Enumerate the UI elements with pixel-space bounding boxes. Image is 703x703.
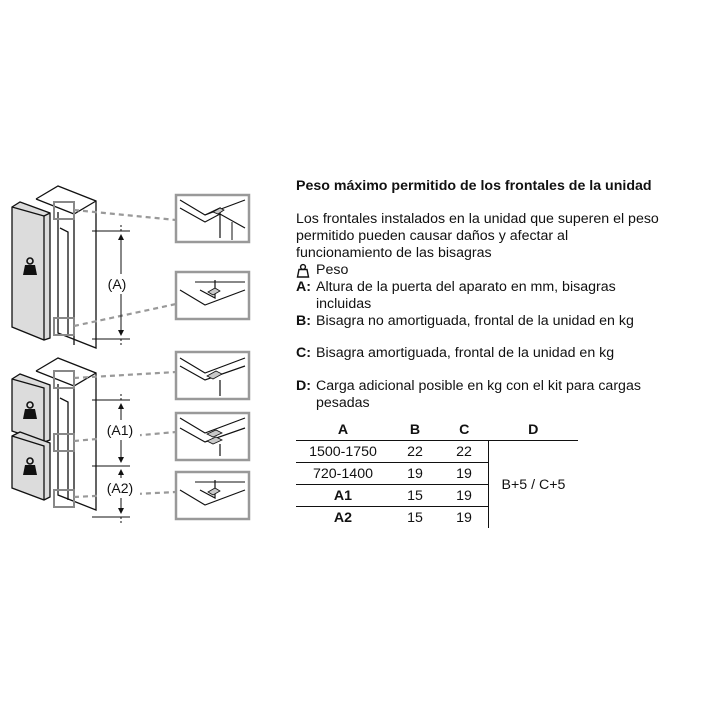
hinge-detail-middle bbox=[176, 413, 249, 460]
legend-key: C: bbox=[296, 345, 311, 361]
legend-key: D: bbox=[296, 378, 311, 394]
table-header: C bbox=[440, 419, 489, 441]
table-cell: 19 bbox=[440, 485, 489, 507]
weight-table bbox=[296, 419, 578, 528]
table-header: B bbox=[390, 419, 440, 441]
table-cell: 15 bbox=[407, 509, 423, 526]
table-header: A bbox=[296, 419, 390, 441]
legend-a bbox=[296, 279, 696, 313]
table-header: D bbox=[489, 419, 579, 441]
section-title: Peso máximo permitido de los frontales de la unidad bbox=[296, 178, 652, 194]
legend-key: A: bbox=[296, 279, 311, 295]
legend-text: incluidas bbox=[316, 296, 372, 312]
dimension-label-a: (A) bbox=[107, 276, 127, 292]
intro-line: funcionamiento de las bisagras bbox=[296, 245, 492, 261]
legend-weight bbox=[296, 262, 696, 279]
table-cell: 19 bbox=[456, 509, 472, 526]
intro-line: permitido pueden causar daños y afectar al bbox=[296, 228, 569, 244]
legend-c bbox=[296, 345, 696, 362]
table-cell: 19 bbox=[390, 463, 440, 485]
legend-text: Bisagra amortiguada, frontal de la unidad en kg bbox=[316, 345, 615, 361]
table-cell: 19 bbox=[440, 463, 489, 485]
legend-text: Bisagra no amortiguada, frontal de la unidad en kg bbox=[316, 313, 634, 329]
dimension-label-a2: (A2) bbox=[106, 480, 134, 496]
dimension-label-a1: (A1) bbox=[106, 422, 134, 438]
hinge-detail-top bbox=[176, 352, 249, 399]
legend-weight-text: Peso bbox=[316, 262, 349, 278]
legend-text: Altura de la puerta del aparato en mm, bisagras bbox=[316, 279, 616, 295]
table-cell: 22 bbox=[440, 441, 489, 463]
intro-line: Los frontales instalados en la unidad que superen el peso bbox=[296, 211, 659, 227]
table-cell: 15 bbox=[390, 485, 440, 507]
table-cell: A2 bbox=[333, 509, 353, 526]
table-row bbox=[296, 441, 578, 463]
hinge-detail-lower bbox=[176, 272, 249, 319]
table-cell: 22 bbox=[390, 441, 440, 463]
table-cell: 720-1400 bbox=[296, 463, 390, 485]
legend-text: Carga adicional posible en kg con el kit para cargas bbox=[316, 378, 641, 394]
legend-b bbox=[296, 313, 696, 330]
table-cell: A1 bbox=[296, 485, 390, 507]
hinge-detail-bottom bbox=[176, 472, 249, 519]
table-cell-d: B+5 / C+5 bbox=[489, 441, 579, 529]
hinge-detail-box bbox=[54, 490, 74, 507]
weight-icon bbox=[296, 263, 310, 279]
hinge-detail-box bbox=[54, 434, 74, 451]
legend-text: pesadas bbox=[316, 395, 370, 411]
hinge-detail-box bbox=[54, 318, 74, 335]
legend-d bbox=[296, 378, 696, 412]
hinge-detail-upper bbox=[176, 195, 249, 242]
table-header-row bbox=[296, 419, 578, 441]
table-cell: 1500-1750 bbox=[296, 441, 390, 463]
installation-diagram bbox=[0, 0, 290, 703]
legend-key: B: bbox=[296, 313, 311, 329]
